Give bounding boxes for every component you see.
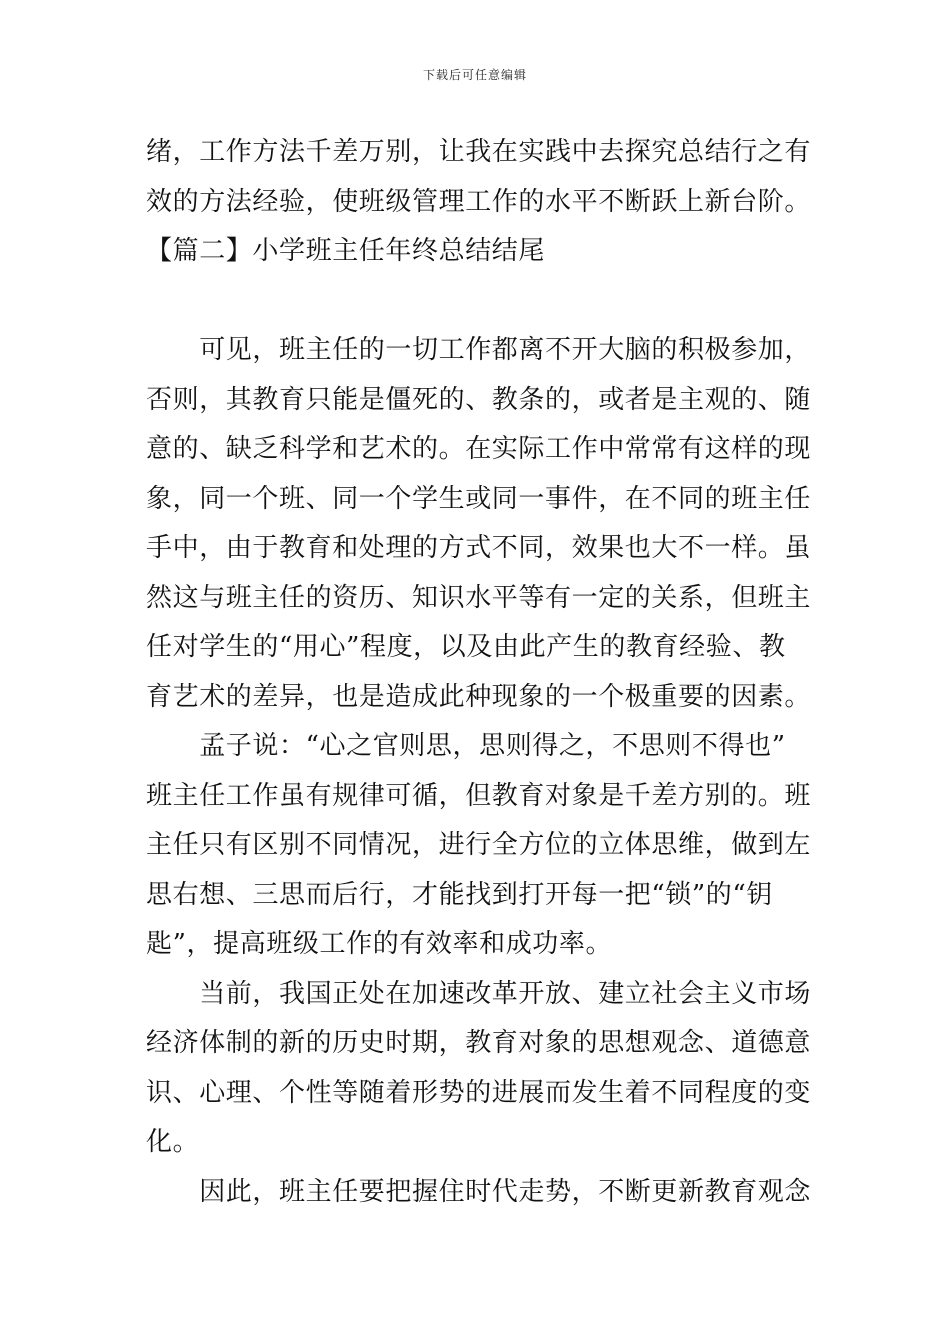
text-line: 绪，工作方法千差万别，让我在实践中去探究总结行之有 bbox=[146, 137, 812, 167]
text-line: 任对学生的“用心”程度，以及由此产生的教育经验、教 bbox=[146, 632, 786, 662]
paragraph-start-line: 可见，班主任的一切工作都离不开大脑的积极参加， bbox=[146, 335, 812, 365]
text-line: 经济体制的新的历史时期，教育对象的思想观念、道德意 bbox=[146, 1028, 812, 1058]
text-line: 化。 bbox=[146, 1127, 200, 1157]
paragraph-start-line: 孟子说：“心之官则思，思则得之，不思则不得也” bbox=[146, 731, 786, 761]
text-line: 手中，由于教育和处理的方式不同，效果也大不一样。虽 bbox=[146, 533, 812, 563]
text-line: 然这与班主任的资历、知识水平等有一定的关系，但班主 bbox=[146, 582, 812, 613]
text-line: 班主任工作虽有规律可循，但教育对象是千差方别的。班 bbox=[146, 780, 812, 811]
text-line: 育艺术的差异，也是造成此种现象的一个极重要的因素。 bbox=[146, 681, 812, 712]
text-line: 思右想、三思而后行，才能找到打开每一把“锁”的“钥 bbox=[146, 879, 773, 910]
text-line: 匙”，提高班级工作的有效率和成功率。 bbox=[146, 929, 613, 959]
paragraph-start-line: 当前，我国正处在加速改革开放、建立社会主义市场 bbox=[146, 978, 812, 1009]
page-header-note: 下载后可任意编辑 bbox=[422, 68, 527, 82]
text-line: 识、心理、个性等随着形势的进展而发生着不同程度的变 bbox=[146, 1077, 812, 1108]
text-line: 意的、缺乏科学和艺术的。在实际工作中常常有这样的现 bbox=[146, 434, 812, 464]
text-line: 效的方法经验，使班级管理工作的水平不断跃上新台阶。 bbox=[146, 186, 812, 217]
text-line: 否则，其教育只能是僵死的、教条的，或者是主观的、随 bbox=[146, 384, 812, 415]
blank-line bbox=[146, 277, 808, 327]
paragraph-start-line: 因此，班主任要把握住时代走势，不断更新教育观念 bbox=[146, 1176, 812, 1207]
section-heading: 【篇二】小学班主任年终总结结尾 bbox=[146, 236, 546, 266]
text-line: 象，同一个班、同一个学生或同一事件，在不同的班主任 bbox=[146, 483, 812, 514]
text-line: 主任只有区别不同情况，进行全方位的立体思维，做到左 bbox=[146, 830, 812, 860]
document-body bbox=[146, 128, 812, 1217]
